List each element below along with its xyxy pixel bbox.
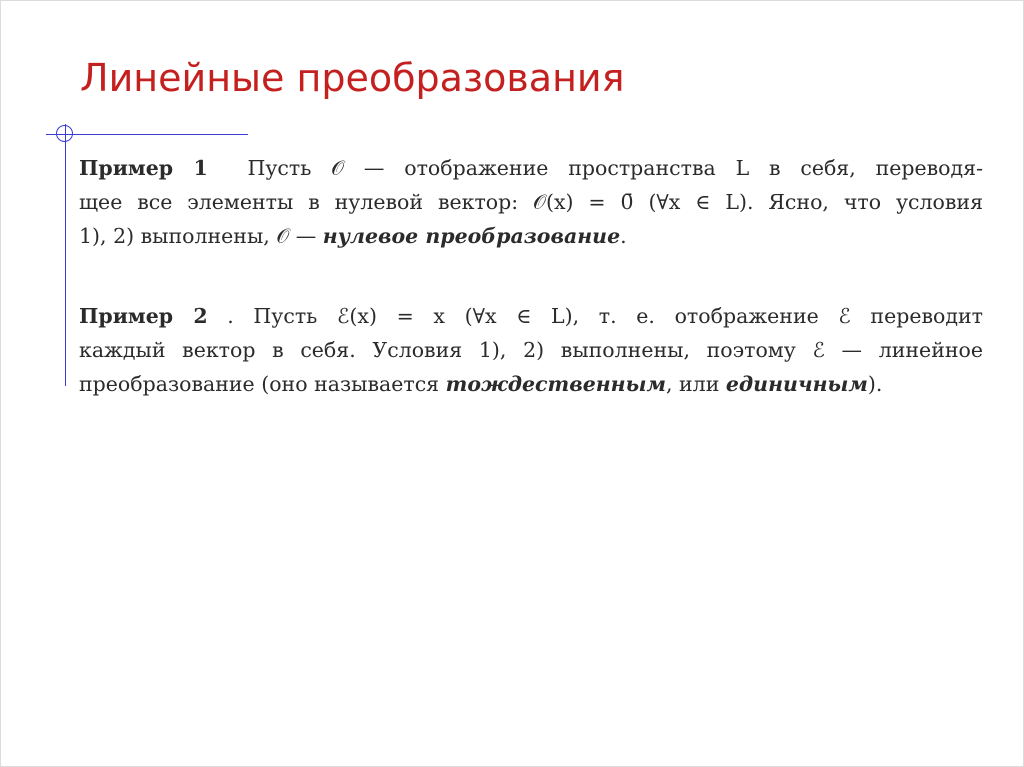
example-2-line-1: [79, 299, 983, 333]
example-2-line-3-start: преобразование (оно называется: [79, 372, 446, 396]
example-1-line-2: щее все элементы в нулевой вектор: 𝒪(x) = 0̄ (∀x ∈ L). Ясно, что условия: [79, 190, 983, 214]
example-1-line-3-end: .: [620, 224, 627, 248]
example-1-term-zero-transform: нулевое преобразование: [322, 224, 621, 248]
example-2-label: Пример 2: [79, 304, 208, 328]
example-2-paragraph: [79, 299, 983, 401]
decorative-horizontal-rule: [46, 134, 248, 135]
example-1-line-1: [79, 151, 983, 185]
decorative-vertical-rule: [65, 124, 66, 386]
example-2-line-3: [79, 367, 983, 401]
example-2-line-1-text: . Пусть ℰ(x) = x (∀x ∈ L), т. е. отображение ℰ переводит: [227, 304, 983, 328]
example-2-term-unit: единичным: [725, 372, 868, 396]
example-2-line-3-end: ).: [867, 372, 883, 396]
example-1-line-3: [79, 219, 983, 253]
example-2-line-3-mid: , или: [665, 372, 726, 396]
example-1-label: Пример 1: [79, 156, 208, 180]
example-1-line-1-text: Пусть 𝒪 — отображение пространства L в себя, переводя-: [247, 156, 983, 180]
example-1-line-3-start: 1), 2) выполнены, 𝒪 —: [79, 224, 323, 248]
example-2-term-identity: тождественным: [445, 372, 666, 396]
example-1-paragraph: [79, 151, 983, 253]
circle-marker-icon: [56, 125, 73, 142]
slide-title: Линейные преобразования: [80, 56, 625, 100]
example-2-line-2: каждый вектор в себя. Условия 1), 2) выполнены, поэтому ℰ — линейное: [79, 338, 983, 362]
